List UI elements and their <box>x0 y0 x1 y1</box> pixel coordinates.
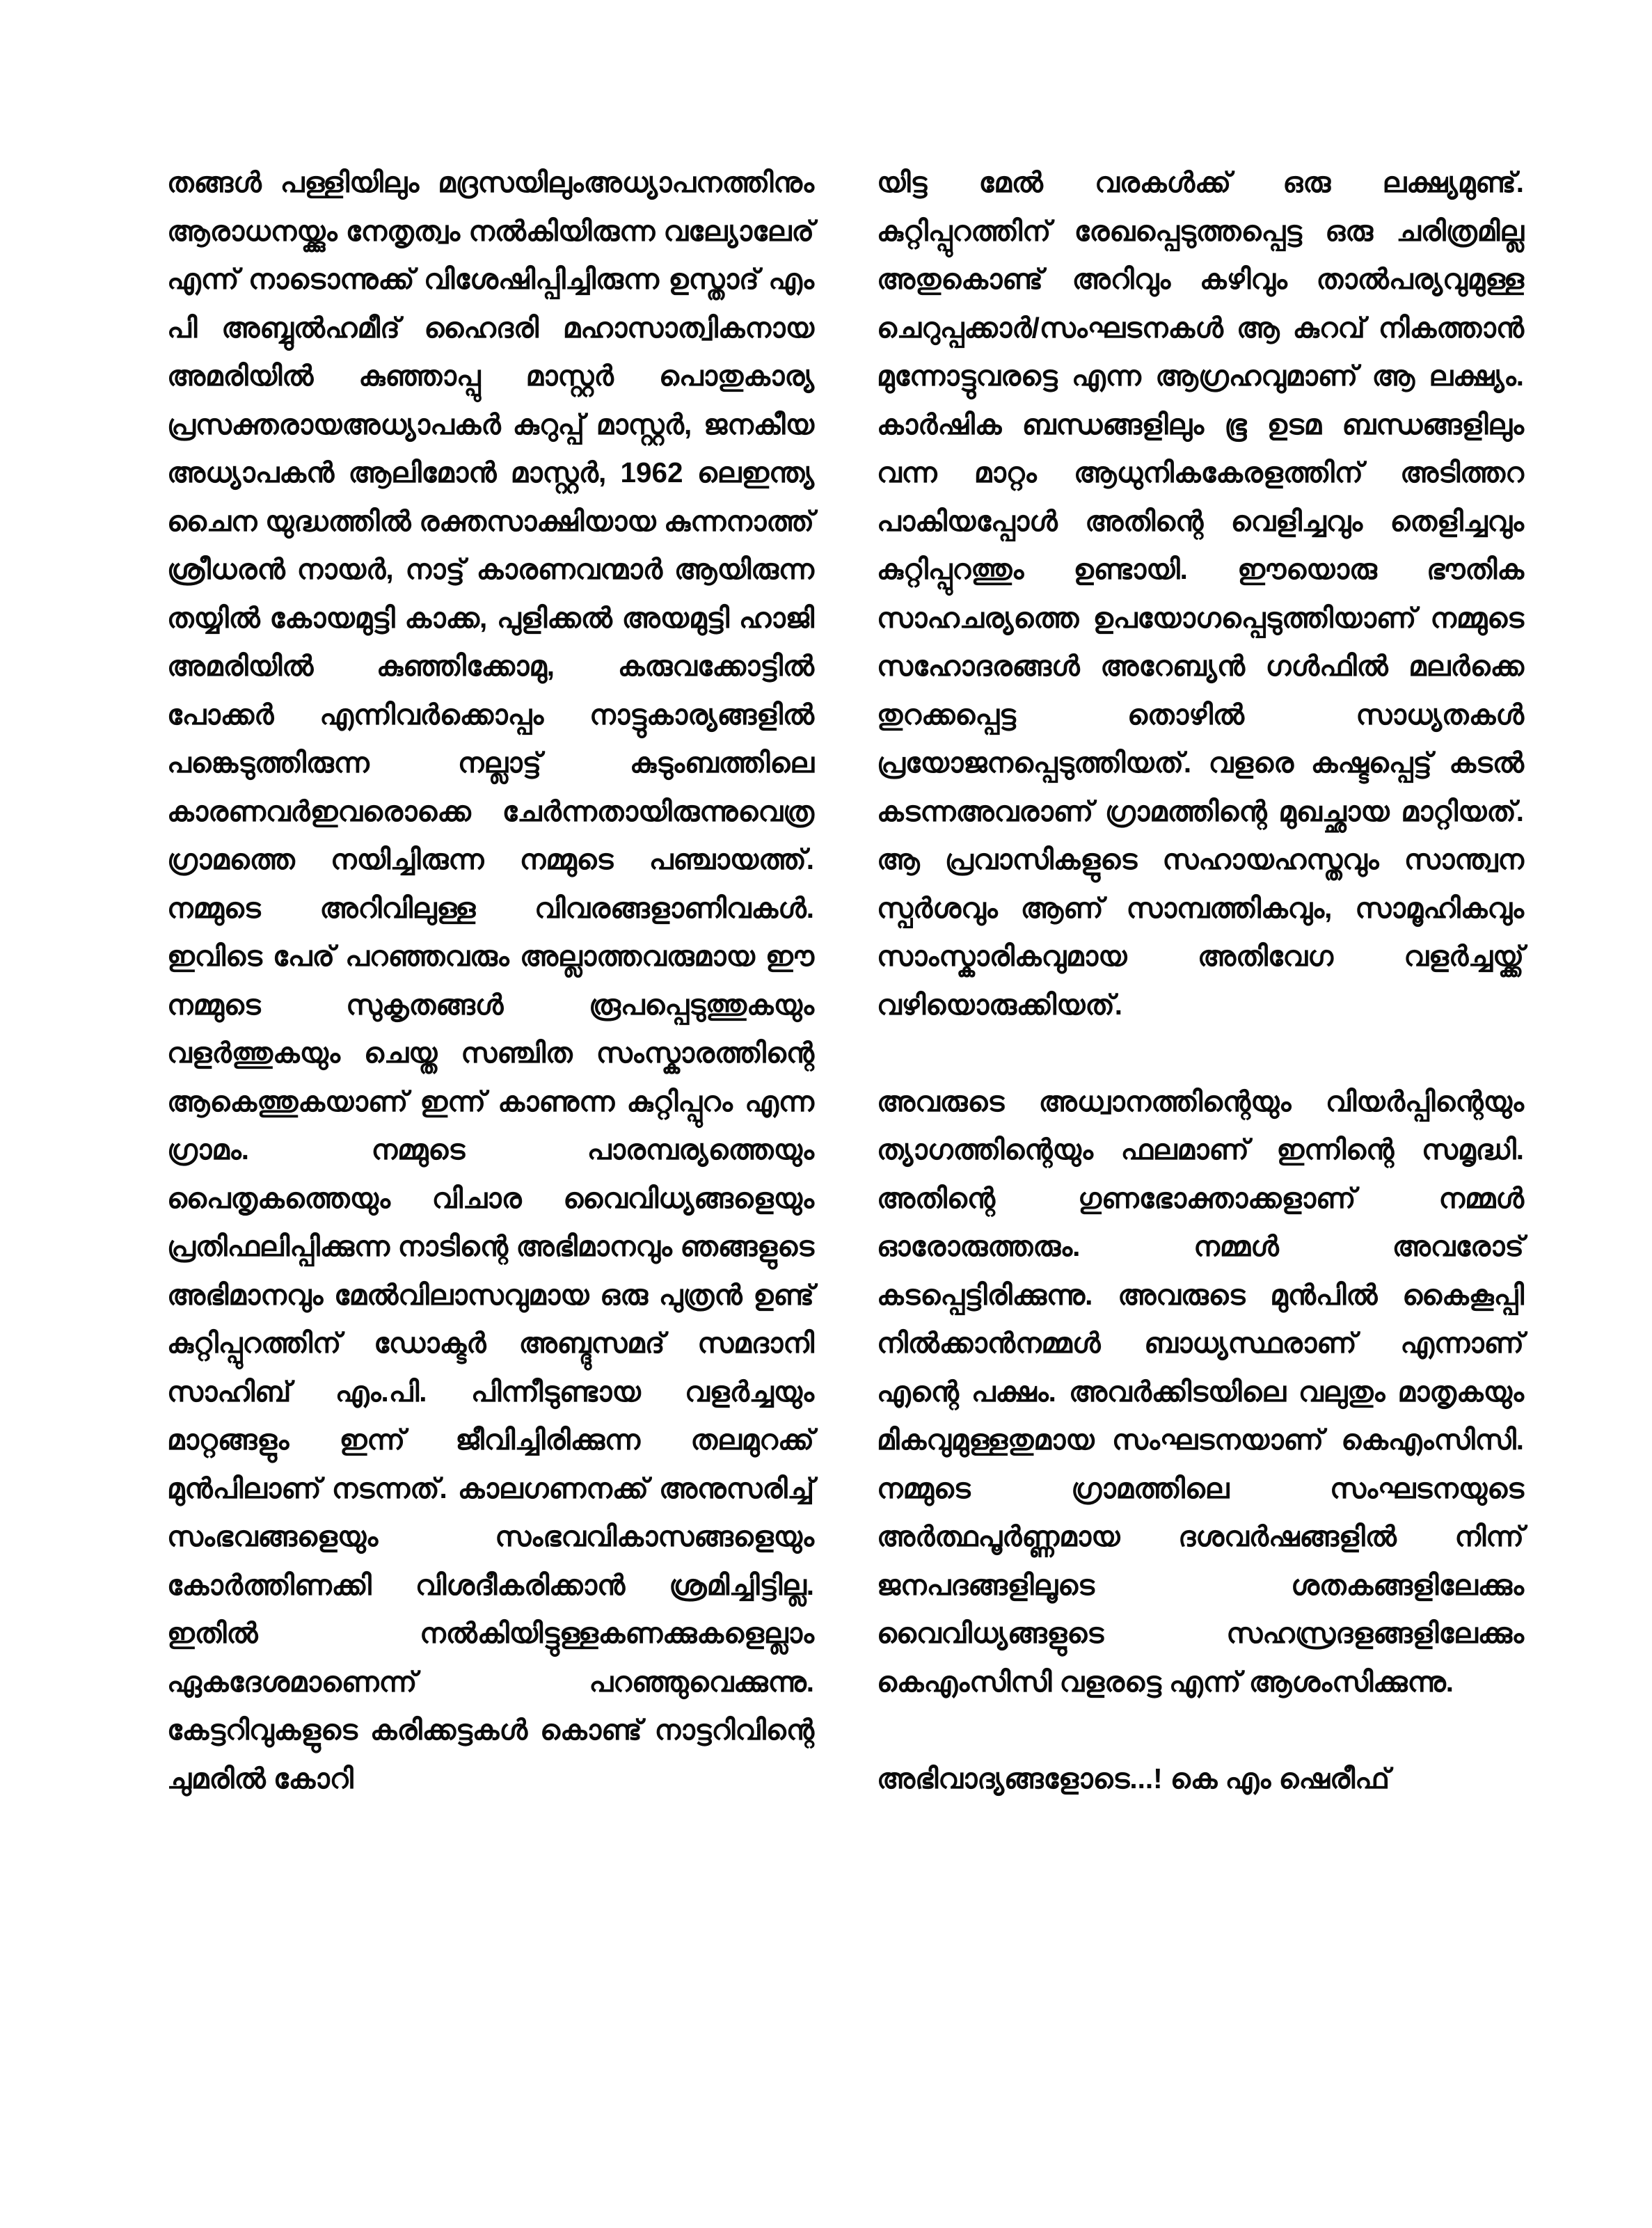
closing-signature-line: അഭിവാദ്യങ്ങളോടെ...! കെ എം ഷെരീഫ് <box>877 1762 1390 1795</box>
right-column-paragraph-1: യിട്ട മേൽ വരകൾക്ക് ഒരു ലക്ഷ്യമുണ്ട്. കുറ്റിപ്പുറത്തിന് രേഖപ്പെടുത്തപ്പെട്ട ഒരു ചരിത്രമില്ല അതുകൊണ്ട് അറിവും കഴിവും താൽപര്യവുമുള്ള ചെറുപ്പക്കാർ/സംഘടനകൾ ആ കുറവ് നികത്താൻ മുന്നോട്ടുവരട്ടെ എന്ന ആഗ്രഹവുമാണ് ആ ലക്ഷ്യം. കാർഷിക ബന്ധങ്ങളിലും ഭൂ ഉടമ ബന്ധങ്ങളിലും വന്ന മാറ്റം ആധുനികകേരളത്തിന് അടിത്തറ പാകിയപ്പോൾ അതിന്റെ വെളിച്ചവും തെളിച്ചവും കുറ്റിപ്പുറത്തും ഉണ്ടായി. ഈയൊരു ഭൗതിക സാഹചര്യത്തെ ഉപയോഗപ്പെടുത്തിയാണ് നമ്മുടെ സഹോദരങ്ങൾ അറേബ്യൻ ഗൾഫിൽ മലർക്കെ തുറക്കപ്പെട്ട തൊഴിൽ സാധ്യതകൾ പ്രയോജനപ്പെടുത്തിയത്. വളരെ കഷ്ടപ്പെട്ട് കടൽ കടന്നഅവരാണ് ഗ്രാമത്തിന്റെ മുഖച്ഛായ മാറ്റിയത്. ആ പ്രവാസികളുടെ സഹായഹസ്തവും സാന്ത്വന സ്പർശവും ആണ് സാമ്പത്തികവും, സാമൂഹികവും സാംസ്കാരികവുമായ അതിവേഗ വളർച്ചയ്ക്ക് വഴിയൊരുക്കിയത്. <box>877 166 1524 1021</box>
right-text-column <box>877 159 1524 1803</box>
two-column-text-body <box>167 159 1524 1803</box>
left-text-column <box>167 159 814 1803</box>
left-column-paragraph-1: തങ്ങൾ പള്ളിയിലും മദ്രസയിലുംഅധ്യാപനത്തിനും ആരാധനയ്ക്കും നേതൃത്വം നൽകിയിരുന്ന വല്യോലേര് എന്ന് നാടൊന്നുക്ക് വിശേഷിപ്പിച്ചിരുന്ന ഉസ്താദ് എം പി അബ്ബുൽഹമീദ് ഹൈദരി മഹാസാത്വികനായ അമരിയിൽ കുഞ്ഞാപ്പു മാസ്റ്റർ പൊതുകാര്യ പ്രസക്തരായഅധ്യാപകർ കുറുപ്പ് മാസ്റ്റർ, ജനകീയ അധ്യാപകൻ ആലിമോൻ മാസ്റ്റർ, 1962 ലെഇന്ത്യ ചൈന യുദ്ധത്തിൽ രക്തസാക്ഷിയായ കുന്നനാത്ത് ശ്രീധരൻ നായർ, നാട്ട് കാരണവന്മാർ ആയിരുന്ന തയ്യിൽ കോയമുട്ടി കാക്ക, പുളിക്കൽ അയമുട്ടി ഹാജി അമരിയിൽ കുഞ്ഞിക്കോമു, കരുവക്കോട്ടിൽ പോക്കർ എന്നിവർക്കൊപ്പം നാട്ടുകാര്യങ്ങളിൽ പങ്കെടുത്തിരുന്ന നല്ലാട്ട് കുടുംബത്തിലെ കാരണവർഇവരൊക്കെ ചേർന്നതായിരുന്നുവെത്ര ഗ്രാമത്തെ നയിച്ചിരുന്ന നമ്മുടെ പഞ്ചായത്ത്. നമ്മുടെ അറിവിലുള്ള വിവരങ്ങളാണിവകൾ. ഇവിടെ പേര് പറഞ്ഞവരും അല്ലാത്തവരുമായ ഈ നമ്മുടെ സുകൃതങ്ങൾ രൂപപ്പെടുത്തുകയും വളർത്തുകയും ചെയ്ത സഞ്ചിത സംസ്കാരത്തിന്റെ ആകെത്തുകയാണ് ഇന്ന് കാണുന്ന കുറ്റിപ്പുറം എന്ന ഗ്രാമം. നമ്മുടെ പാരമ്പര്യത്തെയും പൈതൃകത്തെയും വിചാര വൈവിധ്യങ്ങളെയും പ്രതിഫലിപ്പിക്കുന്ന നാടിന്റെ അഭിമാനവും ഞങ്ങളുടെ അഭിമാനവും മേൽവിലാസവുമായ ഒരു പുത്രൻ ഉണ്ട് കുറ്റിപ്പുറത്തിന് ഡോക്ടർ അബ്ദുസമദ് സമദാനി സാഹിബ് എം.പി. പിന്നീടുണ്ടായ വളർച്ചയും മാറ്റങ്ങളും ഇന്ന് ജീവിച്ചിരിക്കുന്ന തലമുറക്ക് മുൻപിലാണ് നടന്നത്. കാലഗണനക്ക് അനുസരിച്ച് സംഭവങ്ങളെയും സംഭവവികാസങ്ങളെയും കോർത്തിണക്കി വിശദീകരിക്കാൻ ശ്രമിച്ചിട്ടില്ല. ഇതിൽ നൽകിയിട്ടുള്ളകണക്കുകളെല്ലാം ഏകദേശമാണെന്ന് പറഞ്ഞുവെക്കുന്നു. കേട്ടറിവുകളുടെ കരിക്കട്ടകൾ കൊണ്ട് നാട്ടറിവിന്റെ ചുമരിൽ കോറി <box>167 166 814 1795</box>
right-column-paragraph-2: അവരുടെ അധ്വാനത്തിന്റെയും വിയർപ്പിന്റെയും ത്യാഗത്തിന്റെയും ഫലമാണ് ഇന്നിന്റെ സമൃദ്ധി. അതിന്റെ ഗുണഭോക്താക്കളാണ് നമ്മൾ ഓരോരുത്തരും. നമ്മൾ അവരോട് കടപ്പെട്ടിരിക്കുന്നു. അവരുടെ മുൻപിൽ കൈകൂപ്പി നിൽക്കാൻനമ്മൾ ബാധ്യസ്ഥരാണ് എന്നാണ് എന്റെ പക്ഷം. അവർക്കിടയിലെ വലുതും മാതൃകയും മികവുമുള്ളതുമായ സംഘടനയാണ് കെഎംസിസി. നമ്മുടെ ഗ്രാമത്തിലെ സംഘടനയുടെ അർത്ഥപൂർണ്ണമായ ദശവർഷങ്ങളിൽ നിന്ന് ജനപദങ്ങളിലൂടെ ശതകങ്ങളിലേക്കും വൈവിധ്യങ്ങളുടെ സഹസ്രദളങ്ങളിലേക്കും കെഎംസിസി വളരട്ടെ എന്ന് ആശംസിക്കുന്നു. <box>877 1085 1524 1698</box>
